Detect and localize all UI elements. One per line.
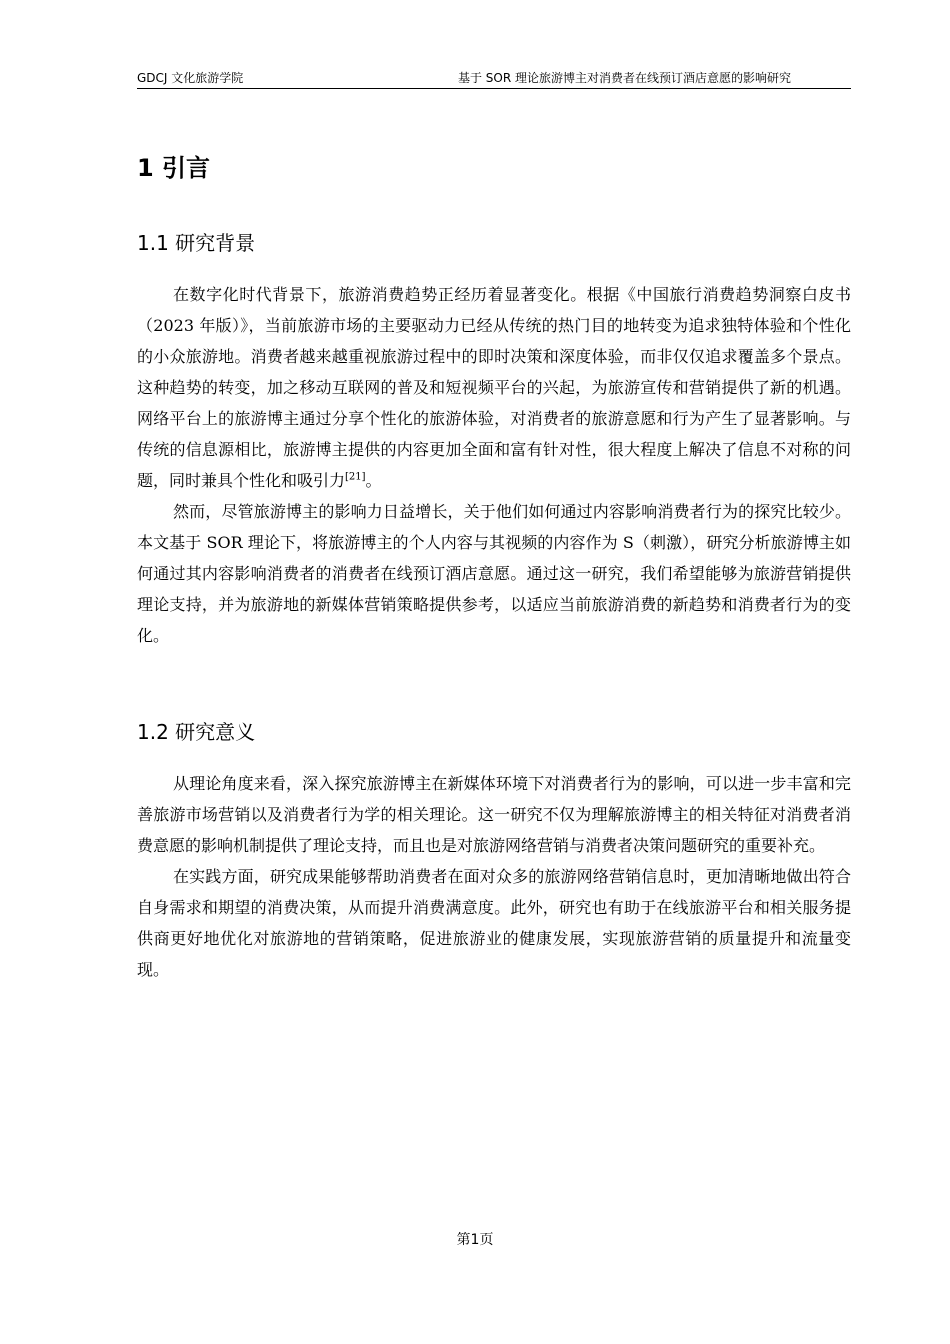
citation-link[interactable]: [21] xyxy=(345,471,366,483)
paragraph: 在实践方面，研究成果能够帮助消费者在面对众多的旅游网络营销信息时，更加清晰地做出符合自身需求和期望的消费决策，从而提升消费满意度。此外，研究也有助于在线旅游平台和相关服务提供商更好地优化对旅游地的营销策略，促进旅游业的健康发展，实现旅游营销的质量提升和流量变现。 xyxy=(137,867,851,979)
paragraph xyxy=(137,279,851,496)
paragraph: 然而，尽管旅游博主的影响力日益增长，关于他们如何通过内容影响消费者行为的探究比较少。本文基于 SOR 理论下，将旅游博主的个人内容与其视频的内容作为 S（刺激），研究分析旅游博主如何通过其内容影响消费者的消费者在线预订酒店意愿。通过这一研究，我们希望能够为旅游营销提供理论支持，并为旅游地的新媒体营销策略提供参考，以适应当前旅游消费的新趋势和消费者行为的变化。 xyxy=(137,502,851,645)
section-body-background xyxy=(137,279,851,651)
header-paper-title: 基于 SOR 理论旅游博主对消费者在线预订酒店意愿的影响研究 xyxy=(457,71,791,85)
section-title-background: 1.1 研究背景 xyxy=(137,231,256,255)
paragraph-end: 。 xyxy=(365,471,382,490)
chapter-title: 1 引言 xyxy=(137,154,211,182)
paragraph-text: 在数字化时代背景下，旅游消费趋势正经历着显著变化。根据《中国旅行消费趋势洞察白皮书（2023 年版）》，当前旅游市场的主要驱动力已经从传统的热门目的地转变为追求独特体验和个性化的小众旅游地。消费者越来越重视旅游过程中的即时决策和深度体验，而非仅仅追求覆盖多个景点。这种趋势的转变，加之移动互联网的普及和短视频平台的兴起，为旅游宣传和营销提供了新的机遇。网络平台上的旅游博主通过分享个性化的旅游体验，对消费者的旅游意愿和行为产生了显著影响。与传统的信息源相比，旅游博主提供的内容更加全面和富有针对性，很大程度上解决了信息不对称的问题，同时兼具个性化和吸引力 xyxy=(137,285,851,490)
page-header xyxy=(137,68,851,89)
page-number: 第1页 xyxy=(456,1232,494,1248)
section-title-significance: 1.2 研究意义 xyxy=(137,720,256,744)
header-institution: GDCJ 文化旅游学院 xyxy=(137,71,244,85)
paragraph: 从理论角度来看，深入探究旅游博主在新媒体环境下对消费者行为的影响，可以进一步丰富和完善旅游市场营销以及消费者行为学的相关理论。这一研究不仅为理解旅游博主的相关特征对消费者消费意愿的影响机制提供了理论支持，而且也是对旅游网络营销与消费者决策问题研究的重要补充。 xyxy=(137,774,851,855)
section-body-significance xyxy=(137,768,851,985)
